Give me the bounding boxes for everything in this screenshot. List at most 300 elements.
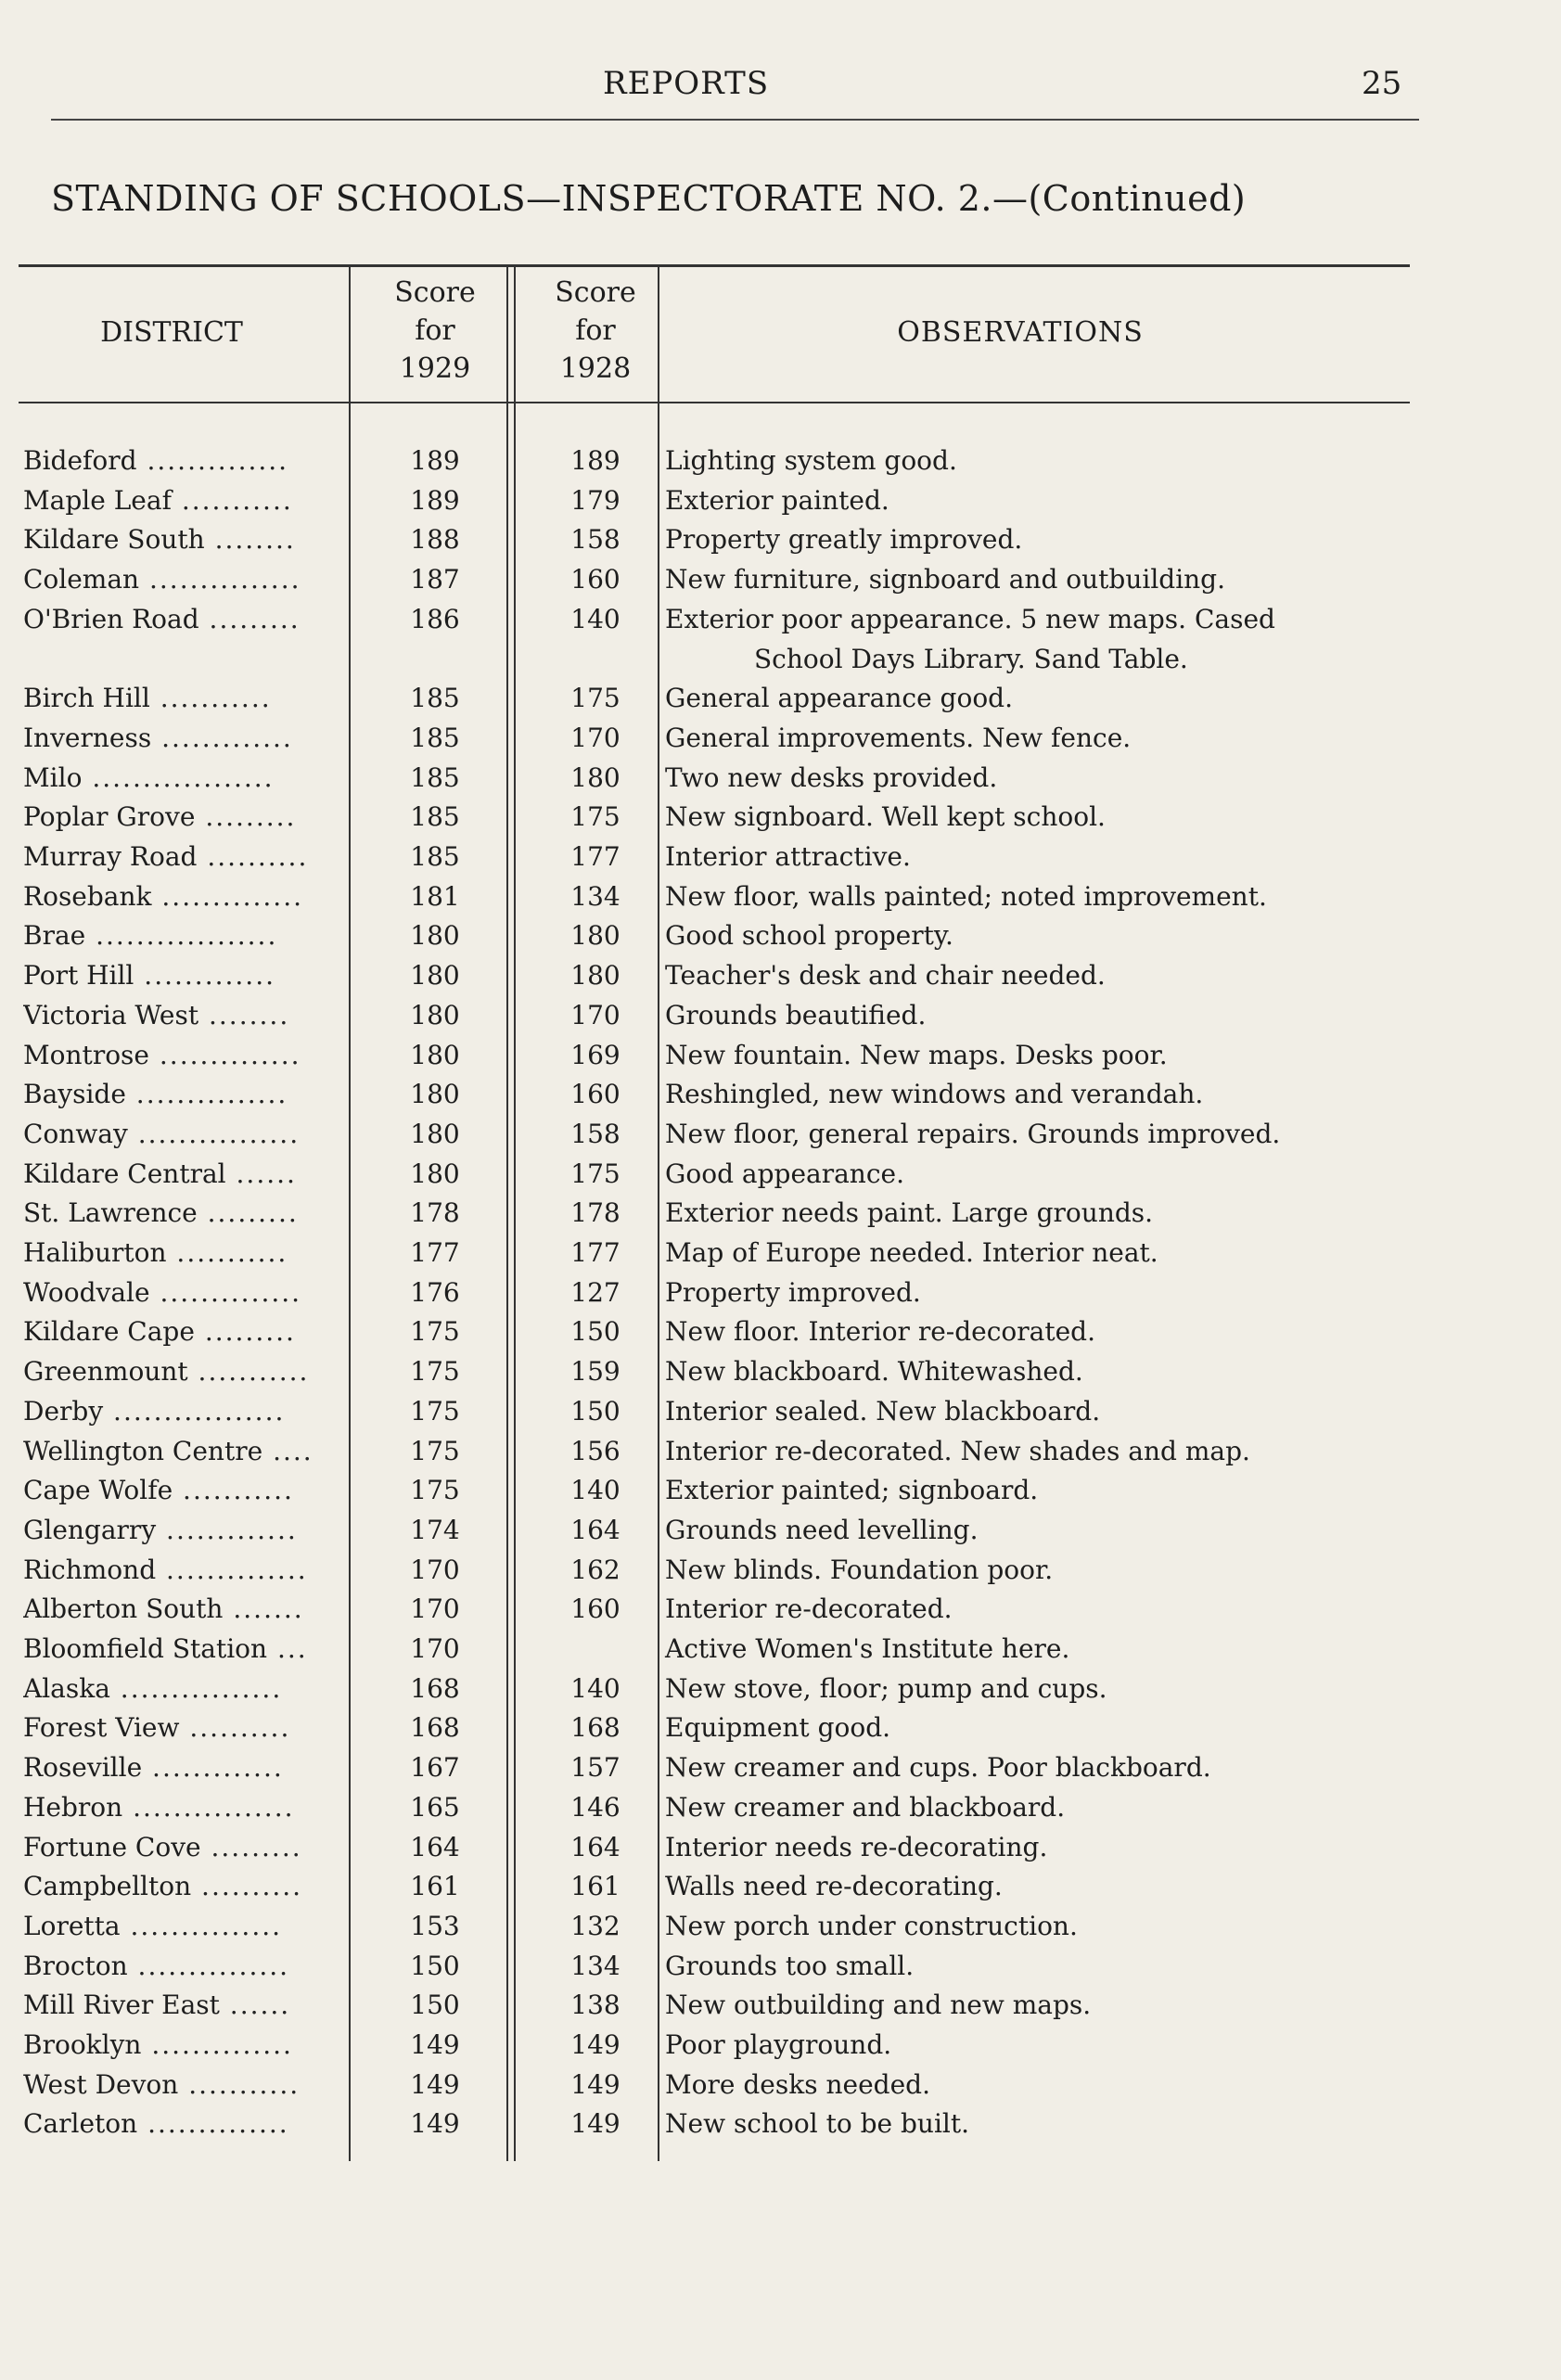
dot-leader: ...... — [225, 1158, 297, 1189]
district-cell — [23, 1629, 339, 1669]
district-cell — [23, 559, 339, 599]
district-name: Murray Road — [23, 841, 198, 872]
observation-cell: New outbuilding and new maps. — [665, 1990, 1092, 2021]
district-name: Roseville — [23, 1752, 143, 1784]
table-row — [19, 1193, 1410, 1233]
score-1929-cell: 175 — [410, 1316, 460, 1348]
header-rule — [51, 119, 1419, 121]
dot-leader: ................ — [109, 1672, 283, 1704]
score-1929-cell: 167 — [410, 1752, 460, 1784]
table-row — [19, 1708, 1410, 1747]
score-1929-cell: 170 — [410, 1593, 460, 1625]
table-row — [19, 955, 1410, 995]
table-row — [19, 1470, 1410, 1510]
score-1929-cell: 175 — [410, 1435, 460, 1466]
dot-leader: .............. — [151, 880, 304, 912]
score-1928-cell: 158 — [570, 524, 621, 556]
district-cell — [23, 718, 339, 758]
district-cell — [23, 1550, 339, 1590]
dot-leader: ........... — [171, 484, 293, 516]
score-1928-cell: 164 — [570, 1831, 621, 1862]
score-1928-cell: 160 — [570, 1079, 621, 1110]
district-cell — [23, 1312, 339, 1351]
observation-cell: New fountain. New maps. Desks poor. — [665, 1039, 1168, 1070]
score-1929-cell: 187 — [410, 564, 460, 595]
score-1928-cell: 134 — [570, 880, 621, 912]
score-1929-cell: 180 — [410, 1118, 460, 1149]
district-cell — [23, 877, 339, 916]
table-row — [19, 480, 1410, 520]
observation-cell: Exterior painted; signboard. — [665, 1475, 1039, 1506]
district-name: Victoria West — [23, 999, 199, 1030]
score-1929-cell: 189 — [410, 445, 460, 476]
score-1928-cell: 175 — [570, 801, 621, 833]
district-name: Glengarry — [23, 1514, 157, 1545]
district-cell — [23, 1866, 339, 1906]
district-cell — [23, 599, 339, 639]
table-row — [19, 1866, 1410, 1906]
table-row — [19, 559, 1410, 599]
score-1928-cell: 149 — [570, 2108, 621, 2140]
dot-leader: .................. — [85, 920, 278, 952]
dot-leader: ........ — [204, 524, 296, 556]
district-cell — [23, 1154, 339, 1194]
district-name: Loretta — [23, 1910, 121, 1941]
table-row — [19, 678, 1410, 718]
district-cell — [23, 1035, 339, 1075]
district-cell — [23, 955, 339, 995]
table-row — [19, 718, 1410, 758]
dot-leader: ...... — [219, 1990, 291, 2021]
district-name: Kildare South — [23, 524, 205, 556]
district-name: Brocton — [23, 1950, 128, 1981]
table-row — [19, 2104, 1410, 2143]
page-number: 25 — [1362, 65, 1402, 102]
score-1929-cell: 177 — [410, 1237, 460, 1268]
score-1929-cell: 174 — [410, 1514, 460, 1545]
score-1929-cell: 180 — [410, 1079, 460, 1110]
score-1929-cell: 153 — [410, 1910, 460, 1941]
district-cell — [23, 1233, 339, 1273]
district-name: Port Hill — [23, 960, 134, 992]
district-cell — [23, 480, 339, 520]
score-1929-cell: 175 — [410, 1395, 460, 1427]
observation-cell: New creamer and blackboard. — [665, 1791, 1066, 1823]
observations-header-label: OBSERVATIONS — [897, 316, 1144, 349]
dot-leader: ............... — [127, 1950, 290, 1981]
dot-leader: .............. — [136, 445, 289, 476]
dot-leader: .................. — [82, 761, 275, 793]
dot-leader: .............. — [149, 1276, 302, 1308]
score-1928-cell: 138 — [570, 1990, 621, 2021]
district-cell — [23, 1470, 339, 1510]
score-1929-cell: 185 — [410, 841, 460, 872]
district-name: Inverness — [23, 722, 152, 753]
observation-cell: New signboard. Well kept school. — [665, 801, 1106, 833]
observation-cell: Interior re-decorated. — [665, 1593, 953, 1625]
observation-cell: Good school property. — [665, 920, 953, 952]
district-cell — [23, 2025, 339, 2065]
observation-cell: Good appearance. — [665, 1158, 904, 1189]
district-name: Fortune Cove — [23, 1831, 201, 1862]
score-1928-cell: 170 — [570, 722, 621, 753]
district-cell — [23, 837, 339, 877]
dot-leader: .............. — [137, 2108, 289, 2140]
score-1929-cell: 168 — [410, 1672, 460, 1704]
table-title: STANDING OF SCHOOLS—INSPECTORATE NO. 2.—(Continued) — [51, 178, 1247, 219]
observation-cell: Active Women's Institute here. — [665, 1633, 1070, 1664]
dot-leader: ........... — [149, 683, 272, 714]
district-name: Derby — [23, 1395, 104, 1427]
dot-leader: ................. — [103, 1395, 286, 1427]
district-name: Coleman — [23, 564, 140, 595]
score-1928-cell: 160 — [570, 564, 621, 595]
score-1928-cell: 150 — [570, 1316, 621, 1348]
observation-cell: Exterior poor appearance. 5 new maps. Cased — [665, 603, 1275, 634]
running-head — [0, 65, 1561, 111]
score-1929-cell: 180 — [410, 1039, 460, 1070]
score-1929-cell: 149 — [410, 2108, 460, 2140]
observation-cell: General appearance good. — [665, 683, 1014, 714]
district-cell — [23, 1827, 339, 1867]
score-1929-cell: 150 — [410, 1990, 460, 2021]
observation-cell: New furniture, signboard and outbuilding. — [665, 564, 1226, 595]
score-1928-cell: 159 — [570, 1356, 621, 1388]
score-1929-cell: 186 — [410, 603, 460, 634]
score-1929-cell: 189 — [410, 484, 460, 516]
observation-cell: General improvements. New fence. — [665, 722, 1132, 753]
observation-cell: New school to be built. — [665, 2108, 970, 2140]
dot-leader: .......... — [197, 841, 309, 872]
score-1928-cell: 140 — [570, 1672, 621, 1704]
district-name: Milo — [23, 761, 83, 793]
dot-leader: ................ — [122, 1791, 295, 1823]
table-row — [19, 1747, 1410, 1787]
dot-leader: ............. — [151, 722, 293, 753]
district-cell — [23, 1114, 339, 1154]
score-1929-cell: 149 — [410, 2029, 460, 2060]
score-1929-cell: 181 — [410, 880, 460, 912]
district-name: Carleton — [23, 2108, 138, 2140]
table-row — [19, 1550, 1410, 1590]
observation-cell: New floor, walls painted; noted improvement. — [665, 880, 1267, 912]
score-1928-cell: 140 — [570, 1475, 621, 1506]
dot-leader: ........... — [166, 1237, 288, 1268]
score-1928-cell: 132 — [570, 1910, 621, 1941]
district-cell — [23, 1787, 339, 1827]
observation-cell: New blackboard. Whitewashed. — [665, 1356, 1083, 1388]
table-row — [19, 1431, 1410, 1471]
dot-leader: ....... — [223, 1593, 304, 1625]
score-1929-cell: 185 — [410, 722, 460, 753]
score-1928-cell: 175 — [570, 683, 621, 714]
score-1928-cell: 180 — [570, 761, 621, 793]
score-1928-cell: 180 — [570, 920, 621, 952]
table-row — [19, 1312, 1410, 1351]
dot-leader: ............. — [134, 960, 275, 992]
district-cell — [23, 1074, 339, 1114]
dot-leader: .... — [262, 1435, 313, 1466]
score-1928-header — [535, 274, 656, 388]
observation-cell: Interior needs re-decorating. — [665, 1831, 1048, 1862]
score-1929-cell: 185 — [410, 761, 460, 793]
district-cell — [23, 1193, 339, 1233]
table-row — [19, 1391, 1410, 1431]
dot-leader: ............... — [120, 1910, 283, 1941]
score-1928-header-line: for — [575, 314, 616, 347]
district-name: Kildare Cape — [23, 1316, 195, 1348]
district-name: Woodvale — [23, 1276, 150, 1308]
score-1928-cell: 140 — [570, 603, 621, 634]
dot-leader: ......... — [200, 1831, 302, 1862]
district-name: Campbellton — [23, 1871, 192, 1902]
observation-cell: Poor playground. — [665, 2029, 892, 2060]
score-1928-cell: 150 — [570, 1395, 621, 1427]
district-name: Birch Hill — [23, 683, 150, 714]
dot-leader: ......... — [197, 1197, 299, 1229]
score-1929-cell: 185 — [410, 683, 460, 714]
district-header-label: DISTRICT — [100, 316, 243, 349]
table-row — [19, 1074, 1410, 1114]
observation-cell: Exterior painted. — [665, 484, 889, 516]
dot-leader: ............. — [156, 1514, 298, 1545]
district-name: Bideford — [23, 445, 137, 476]
observation-cell: Grounds beautified. — [665, 999, 927, 1030]
district-name: Richmond — [23, 1554, 157, 1585]
observation-cell: Grounds too small. — [665, 1950, 915, 1981]
table-header-rule — [19, 402, 1410, 403]
district-name: Wellington Centre — [23, 1435, 263, 1466]
table-top-rule — [19, 264, 1410, 267]
table-row — [19, 1154, 1410, 1194]
dot-leader: .............. — [149, 1039, 301, 1070]
dot-leader: ............... — [125, 1079, 288, 1110]
table-row — [19, 797, 1410, 837]
observation-cell: Interior sealed. New blackboard. — [665, 1395, 1101, 1427]
district-name: Maple Leaf — [23, 484, 172, 516]
observation-cell: Property greatly improved. — [665, 524, 1023, 556]
district-name: O'Brien Road — [23, 603, 199, 634]
score-1929-header-line: Score — [394, 276, 476, 309]
table-row — [19, 758, 1410, 798]
district-cell — [23, 1906, 339, 1946]
observation-cell: New floor, general repairs. Grounds improved. — [665, 1118, 1281, 1149]
table-row — [19, 995, 1410, 1035]
district-cell — [23, 1589, 339, 1629]
table-row — [19, 599, 1410, 639]
score-1929-cell: 178 — [410, 1197, 460, 1229]
score-1928-cell: 168 — [570, 1712, 621, 1744]
table-row — [19, 1906, 1410, 1946]
table-row — [19, 1985, 1410, 2025]
district-cell — [23, 797, 339, 837]
observation-cell: Two new desks provided. — [665, 761, 998, 793]
table-row — [19, 1035, 1410, 1075]
dot-leader: ........... — [173, 1475, 294, 1506]
table-row — [19, 1273, 1410, 1312]
score-1928-cell: 175 — [570, 1158, 621, 1189]
score-1929-cell: 161 — [410, 1871, 460, 1902]
dot-leader: ... — [267, 1633, 308, 1664]
score-1928-cell: 161 — [570, 1871, 621, 1902]
score-1929-cell: 180 — [410, 960, 460, 992]
district-name: Bloomfield Station — [23, 1633, 268, 1664]
observation-cell: Equipment good. — [665, 1712, 891, 1744]
standings-table — [19, 264, 1410, 2161]
score-1929-cell: 170 — [410, 1633, 460, 1664]
dot-leader: ........... — [178, 2068, 301, 2100]
table-row — [19, 1510, 1410, 1550]
score-1929-cell: 170 — [410, 1554, 460, 1585]
score-1928-cell: 177 — [570, 1237, 621, 1268]
table-row — [19, 915, 1410, 955]
score-1928-cell: 149 — [570, 2029, 621, 2060]
district-name: Rosebank — [23, 880, 152, 912]
score-1929-header — [375, 274, 495, 388]
dot-leader: .............. — [141, 2029, 293, 2060]
table-row — [19, 1787, 1410, 1827]
district-cell — [23, 678, 339, 718]
score-1929-cell: 180 — [410, 1158, 460, 1189]
district-cell — [23, 1391, 339, 1431]
district-name: Hebron — [23, 1791, 123, 1823]
observation-cell: Interior re-decorated. New shades and map. — [665, 1435, 1250, 1466]
dot-leader: ......... — [194, 1316, 296, 1348]
score-1928-cell: 157 — [570, 1752, 621, 1784]
district-name: Haliburton — [23, 1237, 167, 1268]
score-1929-cell: 164 — [410, 1831, 460, 1862]
district-name: St. Lawrence — [23, 1197, 198, 1229]
district-name: Brooklyn — [23, 2029, 142, 2060]
dot-leader: .......... — [191, 1871, 303, 1902]
dot-leader: ........... — [187, 1356, 310, 1388]
district-name: Forest View — [23, 1712, 180, 1744]
observation-cell: New floor. Interior re-decorated. — [665, 1316, 1096, 1348]
dot-leader: ........ — [198, 999, 290, 1030]
observation-cell: Reshingled, new windows and verandah. — [665, 1079, 1204, 1110]
table-row — [19, 441, 1410, 480]
table-row — [19, 1629, 1410, 1669]
score-1928-cell: 179 — [570, 484, 621, 516]
score-1928-cell: 170 — [570, 999, 621, 1030]
score-1929-header-line: 1929 — [399, 352, 471, 385]
dot-leader: ............. — [142, 1752, 284, 1784]
observation-cell: Map of Europe needed. Interior neat. — [665, 1237, 1158, 1268]
running-title: REPORTS — [603, 65, 770, 102]
observation-cell: More desks needed. — [665, 2068, 930, 2100]
table-row — [19, 1669, 1410, 1708]
district-cell — [23, 1351, 339, 1391]
observation-cell: Teacher's desk and chair needed. — [665, 960, 1106, 992]
district-cell — [23, 758, 339, 798]
district-name: Kildare Central — [23, 1158, 226, 1189]
table-row — [19, 2025, 1410, 2065]
observation-cell: School Days Library. Sand Table. — [754, 643, 1188, 674]
observation-cell: Property improved. — [665, 1276, 921, 1308]
observation-cell: New stove, floor; pump and cups. — [665, 1672, 1107, 1704]
observation-cell: New blinds. Foundation poor. — [665, 1554, 1054, 1585]
score-1929-cell: 176 — [410, 1276, 460, 1308]
score-1929-cell: 175 — [410, 1475, 460, 1506]
district-name: Bayside — [23, 1079, 126, 1110]
score-1928-cell: 149 — [570, 2068, 621, 2100]
dot-leader: .............. — [156, 1554, 308, 1585]
score-1928-cell: 146 — [570, 1791, 621, 1823]
score-1929-cell: 150 — [410, 1950, 460, 1981]
district-cell — [23, 1747, 339, 1787]
district-name: Brae — [23, 920, 86, 952]
score-1929-header-line: for — [415, 314, 455, 347]
table-row — [19, 639, 1410, 679]
district-name: Poplar Grove — [23, 801, 196, 833]
district-name: Alaska — [23, 1672, 110, 1704]
score-1928-cell: 127 — [570, 1276, 621, 1308]
score-1928-cell: 156 — [570, 1435, 621, 1466]
score-1928-cell: 177 — [570, 841, 621, 872]
score-1929-cell: 175 — [410, 1356, 460, 1388]
dot-leader: ......... — [195, 801, 297, 833]
table-row — [19, 1114, 1410, 1154]
score-1928-cell: 160 — [570, 1593, 621, 1625]
table-row — [19, 837, 1410, 877]
score-1928-cell: 189 — [570, 445, 621, 476]
table-row — [19, 2065, 1410, 2105]
district-cell — [23, 2065, 339, 2105]
district-header — [56, 313, 288, 352]
district-cell — [23, 1946, 339, 1986]
district-cell — [23, 1708, 339, 1747]
score-1928-cell: 169 — [570, 1039, 621, 1070]
table-row — [19, 519, 1410, 559]
dot-leader: ......... — [198, 603, 301, 634]
observation-cell: Grounds need levelling. — [665, 1514, 979, 1545]
score-1929-cell: 185 — [410, 801, 460, 833]
district-name: Mill River East — [23, 1990, 220, 2021]
district-name: Conway — [23, 1118, 128, 1149]
score-1929-cell: 149 — [410, 2068, 460, 2100]
score-1928-cell: 178 — [570, 1197, 621, 1229]
district-cell — [23, 1431, 339, 1471]
district-cell — [23, 1985, 339, 2025]
observation-cell: New porch under construction. — [665, 1910, 1078, 1941]
observation-cell: Exterior needs paint. Large grounds. — [665, 1197, 1154, 1229]
score-1928-cell: 134 — [570, 1950, 621, 1981]
table-row — [19, 1827, 1410, 1867]
score-1928-cell: 158 — [570, 1118, 621, 1149]
dot-leader: .......... — [179, 1712, 291, 1744]
table-row — [19, 1946, 1410, 1986]
district-cell — [23, 2104, 339, 2143]
observation-cell: New creamer and cups. Poor blackboard. — [665, 1752, 1211, 1784]
district-name: Alberton South — [23, 1593, 224, 1625]
district-cell — [23, 1510, 339, 1550]
observation-cell: Interior attractive. — [665, 841, 911, 872]
district-cell — [23, 441, 339, 480]
score-1929-cell: 165 — [410, 1791, 460, 1823]
score-1928-cell: 164 — [570, 1514, 621, 1545]
district-cell — [23, 1273, 339, 1312]
district-name: Montrose — [23, 1039, 149, 1070]
score-1929-cell: 180 — [410, 920, 460, 952]
table-row — [19, 1351, 1410, 1391]
table-row — [19, 1589, 1410, 1629]
observation-cell: Lighting system good. — [665, 445, 957, 476]
score-1929-cell: 168 — [410, 1712, 460, 1744]
district-name: Greenmount — [23, 1356, 188, 1388]
district-cell — [23, 1669, 339, 1708]
score-1929-cell: 188 — [410, 524, 460, 556]
score-1928-cell: 180 — [570, 960, 621, 992]
